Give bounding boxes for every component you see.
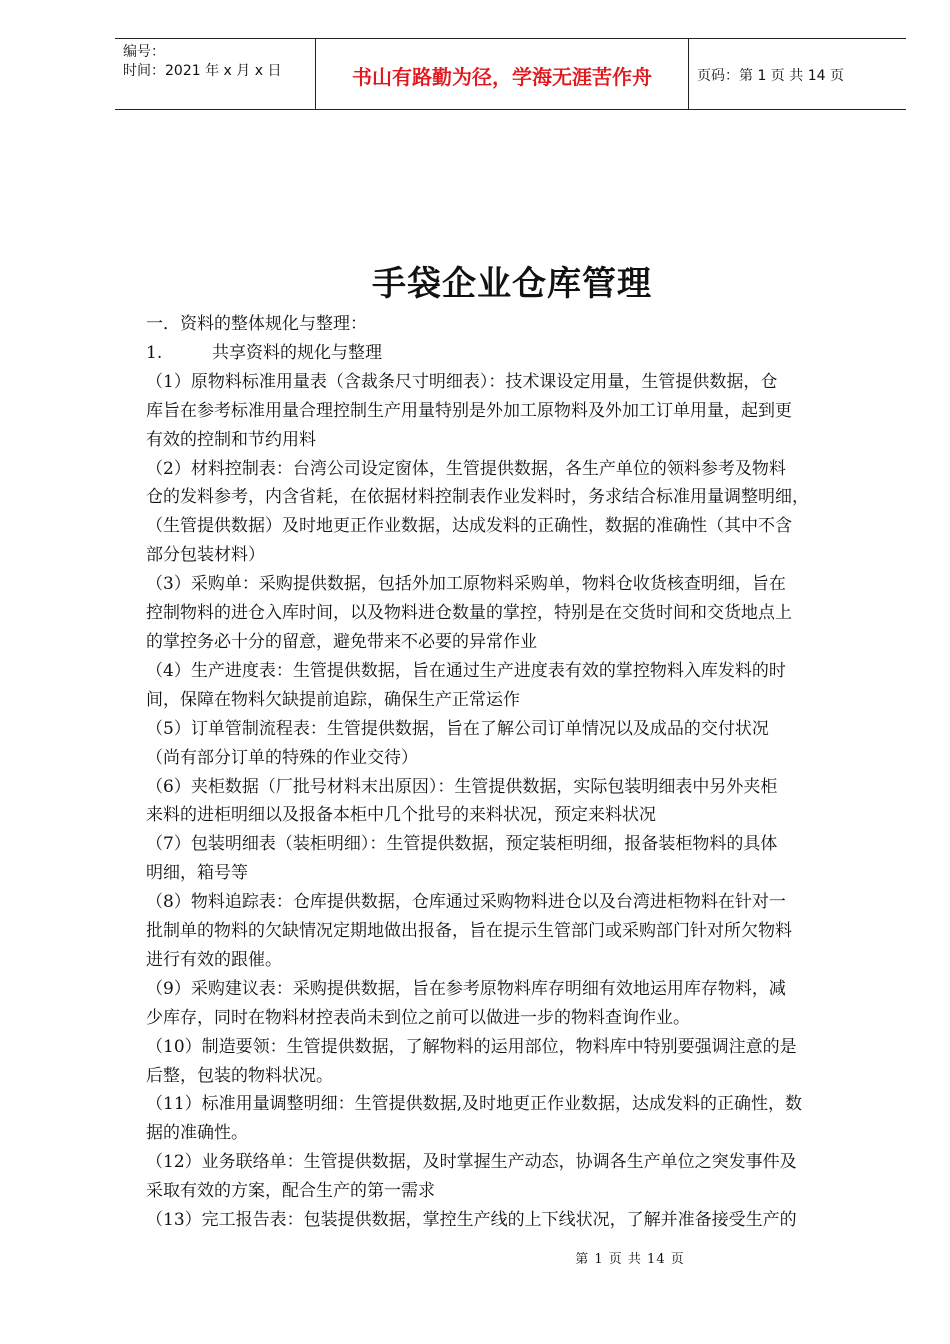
- body-line: 后整，包装的物料状况。: [146, 1065, 333, 1086]
- body-line: （5）订单管制流程表：生管提供数据，旨在了解公司订单情况以及成品的交付状况: [146, 718, 769, 739]
- body-line: （2）材料控制表：台湾公司设定窗体，生管提供数据，各生产单位的领料参考及物料: [146, 458, 786, 479]
- header-meta: [115, 39, 316, 109]
- body-line: （10）制造要领：生管提供数据，了解物料的运用部位，物料库中特别要强调注意的是: [146, 1036, 797, 1057]
- body-line: （13）完工报告表：包装提供数据，掌控生产线的上下线状况，了解并准备接受生产的: [146, 1210, 797, 1231]
- body-line: 批制单的物料的欠缺情况定期地做出报备，旨在提示生管部门或采购部门针对所欠物料: [146, 921, 792, 942]
- document-title-wrap: [0, 256, 950, 305]
- document-title: 手袋企业仓库管理: [372, 264, 652, 304]
- subsection-number: 1.: [146, 342, 163, 363]
- body-line: （7）包装明细表（装柜明细）：生管提供数据，预定装柜明细，报备装柜物料的具体: [146, 834, 778, 855]
- body-line: （11）标准用量调整明细：生管提供数据,及时地更正作业数据，达成发料的正确性，数: [146, 1094, 803, 1115]
- subsection-heading: [146, 339, 876, 368]
- body-line: （3）采购单：采购提供数据，包括外加工原物料采购单，物料仓收货核查明细，旨在: [146, 574, 786, 595]
- body-line: 进行有效的跟催。: [146, 949, 282, 970]
- header-motto-cell: [316, 39, 689, 109]
- page-info-text: 页码：第 1 页 共 14 页: [697, 68, 844, 84]
- body-line: 少库存，同时在物料材控表尚未到位之前可以做进一步的物料查询作业。: [146, 1007, 690, 1028]
- number-label: 编号：: [123, 44, 165, 60]
- body-line: 仓的发料参考，内含省耗，在依据材料控制表作业发料时，务求结合标准用量调整明细，: [146, 487, 809, 508]
- body-line: 来料的进柜明细以及报备本柜中几个批号的来料状况，预定来料状况: [146, 805, 656, 826]
- body-line: （8）物料追踪表：仓库提供数据，仓库通过采购物料进仓以及台湾进柜物料在针对一: [146, 892, 786, 913]
- body-line: 明细，箱号等: [146, 863, 248, 884]
- subsection-title: 共享资料的规化与整理: [212, 342, 382, 363]
- page-header: [115, 38, 906, 110]
- body-line: 库旨在参考标准用量合理控制生产用量特别是外加工原物料及外加工订单用量，起到更: [146, 400, 792, 421]
- document-body: [146, 310, 876, 1235]
- page-footer: [0, 1248, 950, 1267]
- body-line: （1）原物料标准用量表（含裁条尺寸明细表）：技术课设定用量，生管提供数据，仓: [146, 371, 778, 392]
- body-line: （9）采购建议表：采购提供数据，旨在参考原物料库存明细有效地运用库存物料，减: [146, 978, 786, 999]
- body-line: （4）生产进度表：生管提供数据，旨在通过生产进度表有效的掌控物料入库发料的时: [146, 660, 786, 681]
- body-line: （尚有部分订单的特殊的作业交待）: [146, 747, 418, 768]
- body-line: 采取有效的方案，配合生产的第一需求: [146, 1181, 435, 1202]
- body-line: （6）夹柜数据（厂批号材料末出原因）：生管提供数据，实际包装明细表中另外夹柜: [146, 776, 778, 797]
- body-line: 有效的控制和节约用料: [146, 429, 316, 450]
- body-line: （12）业务联络单：生管提供数据，及时掌握生产动态，协调各生产单位之突发事件及: [146, 1152, 797, 1173]
- body-line: 间，保障在物料欠缺提前追踪，确保生产正常运作: [146, 689, 520, 710]
- time-label: 时间：2021 年 x 月 x 日: [123, 63, 282, 79]
- footer-page-number: 第 1 页 共 14 页: [575, 1252, 685, 1267]
- body-line: 的掌控务必十分的留意，避免带来不必要的异常作业: [146, 631, 537, 652]
- body-line: 据的准确性。: [146, 1123, 248, 1144]
- header-page-info: [689, 39, 906, 109]
- section-heading: 一．资料的整体规化与整理：: [146, 314, 367, 334]
- body-line: 控制物料的进仓入库时间，以及物料进仓数量的掌控，特别是在交货时间和交货地点上: [146, 603, 792, 624]
- body-line: 部分包装材料）: [146, 545, 265, 566]
- motto-text: 书山有路勤为径，学海无涯苦作舟: [352, 65, 652, 89]
- body-line: （生管提供数据）及时地更正作业数据，达成发料的正确性，数据的准确性（其中不含: [146, 516, 792, 537]
